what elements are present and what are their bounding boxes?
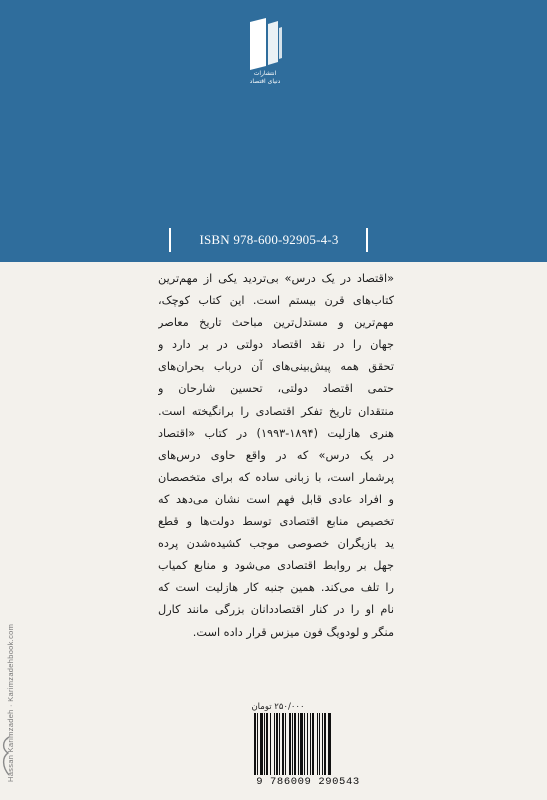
isbn-right-tick [366,228,368,252]
blurb-line: نام او را در کنار اقتصاددانان بزرگی مانند کارل [158,603,394,617]
blurb-line: جهان را در نقد اقتصاد دولتی در بر دارد و [158,338,394,352]
blurb-line: تحقق همه پیش‌بینی‌های آن درباب بحران‌های [158,360,394,374]
publisher-logo-icon [248,18,282,70]
isbn-text: ISBN 978-600-92905-4-3 [199,232,339,247]
blurb-line: تخصیص منابع اقتصادی توسط دولت‌ها و قطع [158,515,394,529]
price-label: ۲۵۰/۰۰۰ تومان [251,702,305,712]
blurb-line: منگر و لودویگ فون میزس قرار داده است. [192,625,394,639]
blurb-line: کتاب‌های قرن بیستم است. این کتاب کوچک، [158,294,394,308]
isbn-left-tick [169,228,171,252]
publisher-name-line2: دنیای اقتصاد [249,78,281,85]
blurb-line: هنری هازلیت (۱۸۹۴-۱۹۹۳) در کتاب «اقتصاد [158,426,394,440]
spine-watermark-text: Hassan Karimzadeh · Karimzadehbook.com [6,623,15,782]
back-cover-blurb [158,268,394,644]
publisher-name [240,70,290,86]
publisher-name-line1: انتشارات [253,70,277,77]
cover-top-band [0,0,547,262]
isbn-row [0,228,547,258]
blurb-line: در یک درس» که در واقع حاوی درس‌های [158,448,394,462]
blurb-line: جهل بر روابط اقتصادی می‌شود و منابع کمیاب [158,559,394,573]
scanner-mark-icon [0,735,10,777]
blurb-line: حتمی اقتصاد دولتی، تحسین شارحان و [158,382,394,396]
blurb-line: مهم‌ترین و مستدل‌ترین مباحث تاریخ معاصر [158,316,394,330]
blurb-line: منتقدان تاریخ تفکر اقتصادی را برانگیخته است. [158,404,394,418]
blurb-line: «اقتصاد در یک درس» بی‌تردید یکی از مهم‌ترین [158,272,394,285]
blurb-line: پرشمار است، با زبانی ساده که برای متخصصان [158,470,394,484]
barcode-number: 9 786009 290543 [256,776,360,788]
barcode-icon [253,713,370,775]
blurb-line: را تلف می‌کند. همین جنبه کار هازلیت است که [158,581,394,595]
blurb-line: ید بازیگران خصوصی موجب کشیده‌شدن پرده [158,537,394,551]
blurb-line: و افراد عادی قابل فهم است نشان می‌دهد که [158,492,394,506]
publisher-logo [240,18,290,90]
